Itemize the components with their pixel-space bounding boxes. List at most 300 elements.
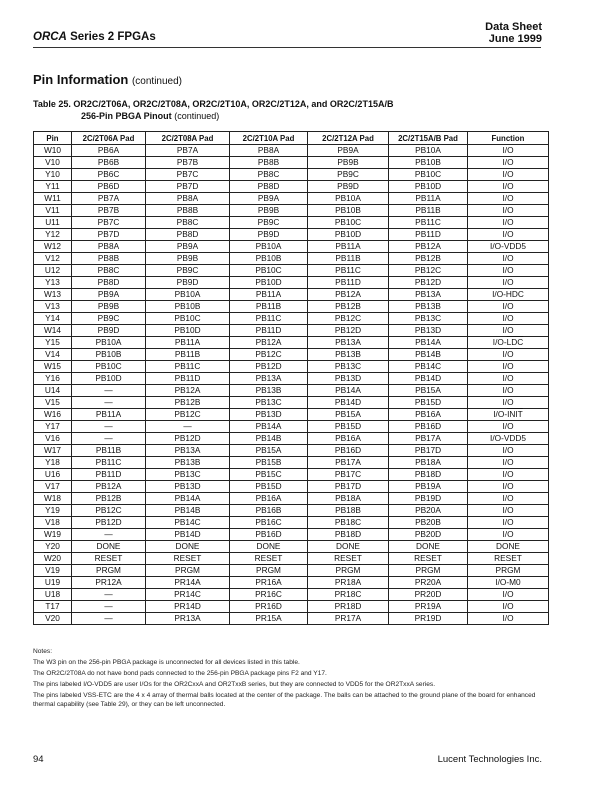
pad-cell: [308, 349, 389, 361]
pad-cell: [389, 325, 468, 337]
cell-text: PB14C: [414, 361, 442, 371]
cell-text: PB18B: [335, 505, 361, 515]
pad-cell: [308, 553, 389, 565]
cell-text: —: [104, 601, 113, 611]
pad-cell: [72, 565, 146, 577]
cell-text: I/O: [502, 421, 514, 431]
cell-text: PB6D: [97, 181, 120, 191]
pad-cell: [146, 193, 230, 205]
pin-cell: [34, 457, 72, 469]
cell-text: I/O: [502, 397, 514, 407]
pad-cell: [389, 445, 468, 457]
pad-cell: [230, 481, 308, 493]
pad-cell: [230, 433, 308, 445]
cell-text: PRGM: [175, 565, 200, 575]
note-item: The OR2C/2T08A do not have bond pads connected to the 256-pin PBGA package pins F2 and Y17.: [33, 670, 327, 677]
cell-text: U11: [45, 217, 60, 227]
pad-cell: [146, 397, 230, 409]
cell-text: PB11C: [174, 361, 201, 371]
cell-text: I/O-HDC: [492, 289, 524, 299]
cell-text: I/O: [502, 505, 514, 515]
pad-cell: [230, 265, 308, 277]
cell-text: PB9C: [257, 217, 280, 227]
pad-cell: [308, 277, 389, 289]
function-cell: [468, 613, 549, 625]
cell-text: Y19: [45, 505, 60, 515]
pad-cell: [230, 373, 308, 385]
pad-cell: [389, 193, 468, 205]
cell-text: —: [104, 397, 113, 407]
pad-cell: [389, 565, 468, 577]
cell-text: PRGM: [495, 565, 521, 575]
function-cell: [468, 541, 549, 553]
pad-cell: [72, 193, 146, 205]
pad-cell: [389, 277, 468, 289]
cell-text: PB11A: [255, 289, 282, 299]
pad-cell: [146, 385, 230, 397]
pad-cell: [146, 301, 230, 313]
cell-text: PB14B: [174, 505, 201, 515]
pad-cell: [72, 169, 146, 181]
table-row: [34, 325, 549, 337]
cell-text: V12: [45, 253, 60, 263]
cell-text: I/O-: [492, 337, 507, 347]
pad-cell: [230, 241, 308, 253]
cell-text: Y18: [45, 457, 60, 467]
function-cell: [468, 145, 549, 157]
pad-cell: [146, 205, 230, 217]
cell-text: PB10C: [95, 361, 122, 371]
function-cell: [468, 553, 549, 565]
pad-cell: [308, 493, 389, 505]
cell-text: RESET: [414, 553, 442, 563]
pad-cell: [308, 325, 389, 337]
pad-cell: [389, 517, 468, 529]
cell-text: I/O-M0: [495, 577, 521, 587]
cell-text: PB8A: [257, 145, 280, 155]
pad-cell: [146, 325, 230, 337]
cell-text: PB12B: [174, 397, 201, 407]
cell-text: Y10: [45, 169, 60, 179]
cell-text: PB10A: [335, 193, 361, 203]
pad-cell: [389, 289, 468, 301]
cell-text: PB14A: [174, 493, 201, 503]
pad-cell: [146, 265, 230, 277]
cell-text: PB16B: [255, 505, 282, 515]
cell-text: —: [104, 385, 113, 395]
cell-text: PB10B: [255, 253, 282, 263]
cell-text: —: [104, 589, 113, 599]
pad-cell: [230, 385, 308, 397]
cell-text: PB15D: [334, 421, 362, 431]
pad-cell: [308, 361, 389, 373]
pad-cell: [230, 313, 308, 325]
pad-cell: [146, 601, 230, 613]
pad-cell: [72, 613, 146, 625]
pad-cell: [389, 481, 468, 493]
pad-cell: [230, 337, 308, 349]
cell-text: PB9A: [97, 289, 120, 299]
caption-line2: 256-Pin PBGA Pinout: [81, 111, 172, 121]
cell-text: I/O: [502, 217, 514, 227]
cell-text: PB13B: [335, 349, 361, 359]
table-row: [34, 157, 549, 169]
cell-text: I/O: [502, 373, 514, 383]
pad-cell: [72, 373, 146, 385]
cell-text: PB9A: [337, 145, 359, 155]
pad-cell: [308, 181, 389, 193]
cell-text: PB13A: [255, 373, 282, 383]
pad-cell: [389, 313, 468, 325]
pad-cell: [230, 205, 308, 217]
note-item: The W3 pin on the 256-pin PBGA package is unconnected for all devices listed in this table.: [33, 659, 300, 666]
cell-text: PB12B: [95, 493, 122, 503]
pad-cell: [389, 589, 468, 601]
function-cell: [468, 277, 549, 289]
cell-text: PB18A: [415, 457, 441, 467]
cell-text: PB10B: [415, 157, 441, 167]
pad-cell: [230, 397, 308, 409]
cell-text: PB12D: [95, 517, 122, 527]
cell-text: PB13D: [174, 481, 201, 491]
cell-text: I/O: [502, 457, 514, 467]
cell-text: PB14D: [414, 373, 442, 383]
table-row: [34, 433, 549, 445]
cell-text: PB12D: [334, 325, 362, 335]
cell-text: PB8C: [257, 169, 280, 179]
cell-text: V19: [45, 565, 60, 575]
cell-text: PB16A: [415, 409, 441, 419]
cell-text: PB17A: [415, 433, 441, 443]
cell-text: I/O: [502, 313, 514, 323]
cell-text: PR16C: [255, 589, 282, 599]
cell-text: PR17A: [334, 613, 362, 623]
pad-cell: [308, 169, 389, 181]
pad-cell: [389, 241, 468, 253]
pad-cell: [389, 397, 468, 409]
table-row: [34, 181, 549, 193]
cell-text: PB18D: [414, 469, 442, 479]
pad-cell: [389, 421, 468, 433]
pad-cell: [308, 613, 389, 625]
pad-cell: [389, 205, 468, 217]
pad-cell: [308, 157, 389, 169]
cell-text: PR20A: [414, 577, 442, 587]
pad-cell: [230, 145, 308, 157]
column-header: 2C/2T15A/B Pad: [389, 132, 468, 145]
pad-cell: [72, 445, 146, 457]
cell-text: PB14B: [255, 433, 282, 443]
cell-text: I/O: [502, 193, 514, 203]
series-name: Series 2 FPGAs: [66, 31, 156, 43]
cell-text: PB15C: [255, 469, 282, 479]
cell-text: PR13A: [174, 613, 201, 623]
pin-cell: [34, 217, 72, 229]
cell-text: PB11D: [335, 277, 361, 287]
table-row: [34, 205, 549, 217]
cell-text: PB13B: [415, 301, 441, 311]
pad-cell: [146, 445, 230, 457]
doc-type: Data Sheet: [485, 21, 542, 33]
pin-cell: [34, 529, 72, 541]
cell-text: RESET: [334, 553, 362, 563]
cell-text: —: [183, 421, 192, 431]
pad-cell: [308, 397, 389, 409]
cell-text: PB13C: [174, 469, 201, 479]
pad-cell: [230, 493, 308, 505]
column-header: Pin: [34, 132, 72, 145]
cell-text: W20: [43, 553, 62, 563]
pad-cell: [308, 529, 389, 541]
cell-text: W11: [44, 193, 61, 203]
pad-cell: [308, 145, 389, 157]
function-cell: [468, 181, 549, 193]
pad-cell: [146, 217, 230, 229]
pad-cell: [146, 409, 230, 421]
pad-cell: [72, 253, 146, 265]
pad-cell: [146, 229, 230, 241]
cell-text: PB9D: [176, 277, 199, 287]
table-row: [34, 385, 549, 397]
pad-cell: [72, 433, 146, 445]
cell-text: PB12B: [415, 253, 441, 263]
pad-cell: [72, 541, 146, 553]
cell-text: I/O: [502, 229, 514, 239]
pad-cell: [389, 577, 468, 589]
table-row: [34, 481, 549, 493]
pad-cell: [389, 457, 468, 469]
pad-cell: [308, 217, 389, 229]
pad-cell: [146, 277, 230, 289]
cell-text: PB13C: [255, 397, 282, 407]
cell-text: DONE: [175, 541, 200, 551]
function-cell: [468, 217, 549, 229]
cell-text: PR20D: [414, 589, 442, 599]
cell-text: PB7C: [97, 217, 120, 227]
cell-text: I/O-VDD5: [490, 433, 526, 443]
cell-text: I/O: [502, 157, 514, 167]
pin-cell: [34, 469, 72, 481]
table-row: [34, 409, 549, 421]
cell-text: PB6A: [97, 145, 120, 155]
pin-cell: [34, 601, 72, 613]
function-cell: [468, 517, 549, 529]
pad-cell: [72, 421, 146, 433]
pad-cell: [389, 145, 468, 157]
function-cell: [468, 445, 549, 457]
function-cell: [468, 229, 549, 241]
cell-text: RESET: [494, 553, 522, 563]
cell-text: PB10A: [95, 337, 122, 347]
notes: [33, 646, 543, 709]
pad-cell: [146, 373, 230, 385]
pin-cell: [34, 517, 72, 529]
pin-cell: [34, 181, 72, 193]
cell-text: PB20B: [415, 517, 441, 527]
pad-cell: [308, 457, 389, 469]
pad-cell: [146, 505, 230, 517]
cell-text: W19: [43, 529, 62, 539]
cell-text: Y16: [45, 373, 60, 383]
pad-cell: [146, 253, 230, 265]
pin-cell: [34, 289, 72, 301]
pad-cell: [230, 253, 308, 265]
pad-cell: [146, 181, 230, 193]
cell-text: I/O: [502, 493, 514, 503]
cell-text: PB11D: [174, 373, 201, 383]
cell-text: RESET: [254, 553, 283, 563]
cell-text: PB18A: [335, 493, 361, 503]
cell-text: I/O: [502, 349, 514, 359]
pad-cell: [389, 493, 468, 505]
pad-cell: [72, 577, 146, 589]
note-item: The pins labeled I/O-VDD5 are user I/Os for the OR2CxxA and OR2TxxB series, but they are connected to VDD5 for the OR2TxxA series.: [33, 681, 436, 688]
pad-cell: [308, 373, 389, 385]
cell-text: PB6B: [97, 157, 120, 167]
cell-text: PR12A: [95, 577, 122, 587]
cell-text: DONE: [96, 541, 121, 551]
table-row: [34, 517, 549, 529]
pad-cell: [146, 337, 230, 349]
cell-text: PR14A: [174, 577, 201, 587]
cell-text: PR18D: [334, 601, 362, 611]
pin-cell: [34, 409, 72, 421]
pad-cell: [389, 373, 468, 385]
pad-cell: [389, 265, 468, 277]
pad-cell: [230, 325, 308, 337]
cell-text: U14: [44, 385, 61, 395]
cell-text: W17: [43, 445, 62, 455]
cell-text: PB9C: [176, 265, 199, 275]
cell-text: V13: [45, 301, 60, 311]
cell-text: PB12A: [95, 481, 122, 491]
pad-cell: [72, 517, 146, 529]
cell-text: PB15B: [255, 457, 282, 467]
pad-cell: [389, 385, 468, 397]
page-number: 94: [33, 754, 44, 765]
pad-cell: [308, 445, 389, 457]
pad-cell: [308, 385, 389, 397]
company-name: Lucent Technologies Inc.: [437, 754, 542, 765]
cell-text: PR14C: [174, 589, 201, 599]
cell-text: PB11C: [95, 457, 122, 467]
cell-text: PB12C: [414, 265, 442, 275]
pad-cell: [72, 325, 146, 337]
cell-text: DONE: [256, 541, 281, 551]
table-row: [34, 349, 549, 361]
pad-cell: [146, 541, 230, 553]
cell-text: U16: [44, 469, 61, 479]
cell-text: I/O: [502, 589, 514, 599]
cell-text: V11: [45, 205, 60, 215]
pad-cell: [230, 601, 308, 613]
table-row: [34, 589, 549, 601]
pad-cell: [72, 589, 146, 601]
pad-cell: [308, 265, 389, 277]
table-row: [34, 613, 549, 625]
pad-cell: [308, 541, 389, 553]
function-cell: [468, 313, 549, 325]
cell-text: PB11C: [335, 265, 361, 275]
pad-cell: [72, 265, 146, 277]
pad-cell: [308, 301, 389, 313]
cell-text: PB10C: [414, 169, 442, 179]
table-row: [34, 169, 549, 181]
pad-cell: [308, 253, 389, 265]
pad-cell: [230, 589, 308, 601]
cell-text: PB16D: [255, 529, 282, 539]
table-row: [34, 577, 549, 589]
cell-text: PB17D: [334, 481, 362, 491]
pad-cell: [389, 229, 468, 241]
cell-text: PB11A: [95, 409, 122, 419]
function-cell: [468, 577, 549, 589]
cell-text: PB11A: [335, 241, 361, 251]
pad-cell: [146, 289, 230, 301]
cell-text: PR16D: [255, 601, 282, 611]
pad-cell: [389, 409, 468, 421]
cell-text: PB11A: [415, 193, 441, 203]
cell-text: PB11B: [95, 445, 122, 455]
pad-cell: [72, 241, 146, 253]
cell-text: PB18D: [334, 529, 362, 539]
cell-text: PB11B: [415, 205, 441, 215]
pad-cell: [389, 217, 468, 229]
cell-text: PB10A: [415, 145, 441, 155]
cell-text: W15: [43, 361, 62, 371]
cell-text: PB10A: [174, 289, 201, 299]
cell-text: W14: [43, 325, 62, 335]
pad-cell: [146, 433, 230, 445]
cell-text: PB12A: [335, 289, 361, 299]
pad-cell: [146, 145, 230, 157]
pad-cell: [389, 613, 468, 625]
pad-cell: [146, 565, 230, 577]
pin-cell: [34, 397, 72, 409]
cell-text-overline: $\overline{LDC}$: [506, 337, 524, 347]
cell-text: PB8D: [97, 277, 120, 287]
cell-text: PB12D: [255, 361, 282, 371]
cell-text: PB12D: [174, 433, 201, 443]
cell-text: PB12A: [255, 337, 282, 347]
cell-text: RESET: [94, 553, 123, 563]
cell-text: PRGM: [96, 565, 121, 575]
pad-cell: [72, 289, 146, 301]
cell-text: PB12B: [335, 301, 361, 311]
pin-cell: [34, 493, 72, 505]
cell-text: Y17: [45, 421, 60, 431]
pad-cell: [146, 241, 230, 253]
cell-text: PB10D: [334, 229, 362, 239]
table-row: [34, 601, 549, 613]
pin-cell: [34, 301, 72, 313]
cell-text: PB10B: [174, 301, 201, 311]
pin-cell: [34, 481, 72, 493]
cell-text: PB8B: [97, 253, 120, 263]
function-cell: [468, 565, 549, 577]
pad-cell: [146, 577, 230, 589]
pad-cell: [72, 229, 146, 241]
cell-text: DONE: [336, 541, 360, 551]
cell-text: PB13D: [334, 373, 362, 383]
pad-cell: [146, 493, 230, 505]
function-cell: [468, 601, 549, 613]
cell-text: I/O: [502, 469, 514, 479]
pad-cell: [389, 505, 468, 517]
pin-cell: [34, 349, 72, 361]
cell-text: PB16C: [255, 517, 282, 527]
cell-text: PB7A: [97, 193, 120, 203]
